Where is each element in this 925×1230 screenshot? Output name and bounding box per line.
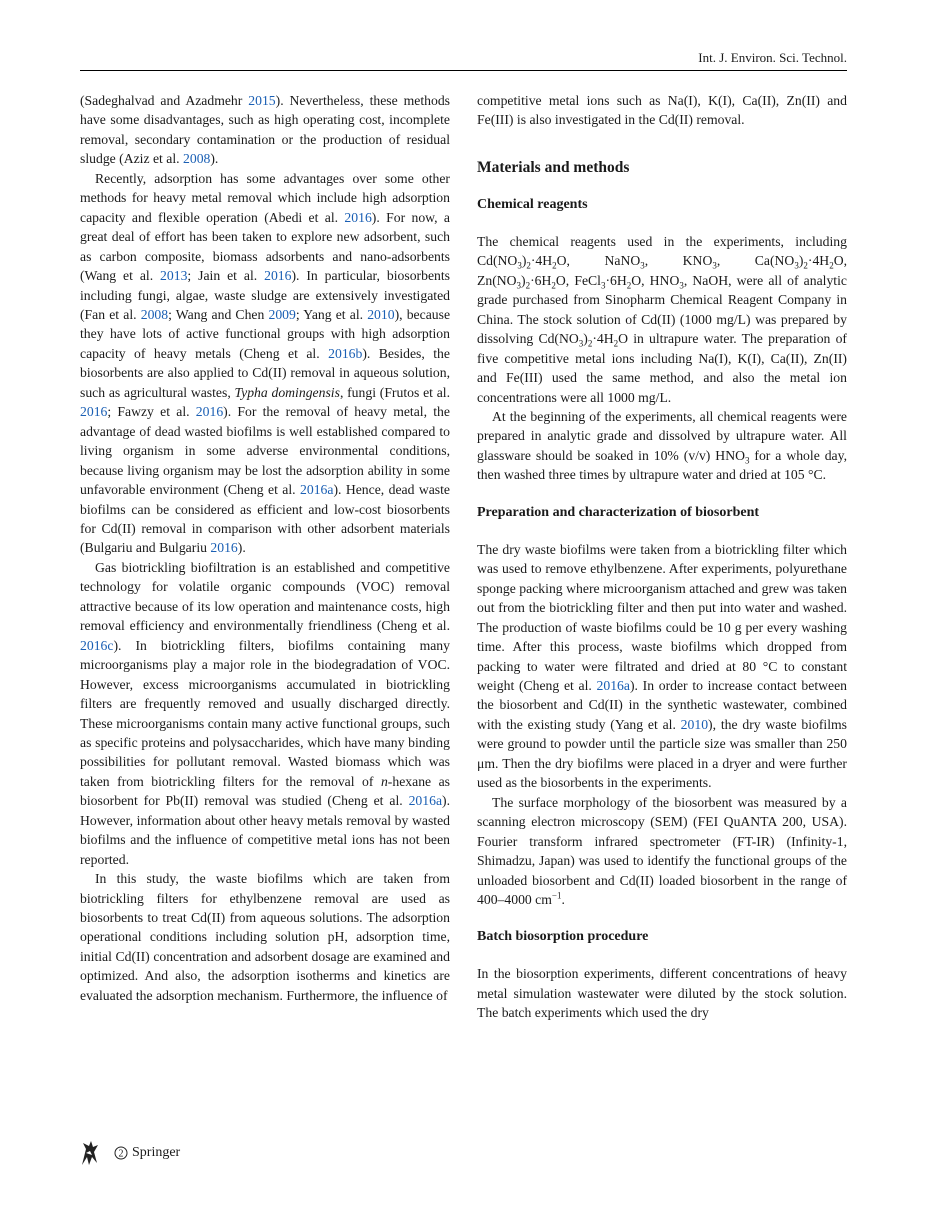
citation-link[interactable]: 2010: [367, 306, 395, 322]
subscript: 3: [600, 280, 606, 291]
paragraph: (Sadeghalvad and Azadmehr 2015). Nevertheless, these methods have some disadvantages, such as high operating cost, incomplete removal, secondary contamination or the production of residual sludge (Aziz et al. 2008).: [80, 93, 450, 167]
subsection-heading: Preparation and characterization of biosorbent: [477, 504, 760, 520]
subscript: 2: [829, 261, 834, 272]
italic-term: Typha domingensis: [234, 384, 340, 400]
subscript: 2: [525, 280, 531, 291]
paragraph: In the biosorption experiments, different concentrations of heavy metal simulation wastewater were diluted by the stock solution. The batch experiments which used the dry: [477, 966, 847, 1021]
citation-link[interactable]: 2016a: [596, 677, 630, 693]
subscript: 2: [526, 261, 531, 272]
subscript: 2: [552, 261, 557, 272]
subscript: 2: [587, 338, 593, 349]
citation-link[interactable]: 2016b: [328, 345, 363, 361]
subscript: 3: [712, 261, 717, 272]
publisher-name: Springer: [132, 1145, 181, 1160]
paragraph: Recently, adsorption has some advantages over some other methods for heavy metal removal which include high adsorption capacity and flexible operation (Abedi et al. 2016). For now, a great deal of effort has been taken to explore new adsorbent, such as carbon composite, biomass adsorbents and nano-adsorbents (Wang et al. 2013; Jain et al. 2016). In particular, biosorbents including fungi, algae, waste sludge are extensively investigated (Fan et al. 2008; Wang and Chen 2009; Yang et al. 2010), because they have lots of active functional groups with high adsorption capacity of heavy metals (Cheng et al. 2016b). Besides, the biosorbents are also applied to Cd(II) removal in aqueous solution, such as agricultural wastes, Typha domingensis, fungi (Frutos et al. 2016; Fawzy et al. 2016). For the removal of heavy metal, the advantage of dead wasted biofilms is well established compared to living organism in some adverse environmental conditions, because living organism may be lost the adsorption ability in some unfavorable environment (Cheng et al. 2016a). Hence, dead waste biofilms can be considered as efficient and low-cost biosorbents for Cd(II) removal in comparison with other adsorbent materials (Bulgariu and Bulgariu 2016).: [80, 170, 451, 556]
subscript: 3: [640, 261, 645, 272]
section-heading: Materials and methods: [477, 158, 630, 176]
citation-link[interactable]: 2015: [248, 93, 276, 108]
subscript: 2: [551, 280, 556, 291]
springer-brand: [114, 1145, 180, 1161]
subscript: 3: [679, 280, 684, 291]
paragraph: The dry waste biofilms were taken from a biotrickling filter which was used to remove ethylbenzene. After experiments, polyurethane sponge packing where microorganism attached and grew was taken out from the biotrickling filter and then put into water and washed. The production of waste biofilms could be 10 g per every washing time. After this process, waste biofilms which dropped from packing to water were filtrated and dried at 80 °C to constant weight (Cheng et al. 2016a). In order to increase contact between the biosorbent and Cd(II) in the synthetic wastewater, combined with the existing study (Yang et al. 2010), the dry waste biofilms were ground to powder until the particle size was smaller than 250 μm. Then the dry biofilms were placed in a dryer and were further used as the biosorbents in the experiments.: [477, 541, 847, 791]
superscript: −1: [551, 890, 562, 901]
subscript: 3: [794, 261, 799, 272]
subscript: 2: [626, 280, 632, 291]
citation-link[interactable]: 2016a: [300, 482, 334, 498]
left-column: [80, 91, 450, 1005]
running-header: [80, 50, 847, 71]
subscript: 3: [517, 261, 522, 272]
paragraph: The surface morphology of the biosorbent was measured by a scanning electron microscopy (SEM) (FEI QuANTA 200, USA). Fourier transform infrared spectrometer (FT-IR) (Infinity-1, Shimadzu, Japan) was used to identify the functional groups of the unloaded biosorbent and Cd(II) loaded biosorbent in the range of 400–4000 $cm^{-1}$.: [477, 794, 847, 907]
citation-link[interactable]: 2016c: [80, 637, 114, 653]
citation-link[interactable]: 2009: [268, 306, 296, 322]
subscript: 3: [744, 455, 750, 466]
subscript: 2: [613, 338, 619, 349]
subscript: 3: [578, 338, 584, 349]
subsection-heading: Chemical reagents: [477, 196, 588, 212]
citation-link[interactable]: 2016: [210, 540, 238, 556]
subscript: 3: [516, 280, 522, 291]
journal-name: Int. J. Environ. Sci. Technol.: [698, 50, 847, 65]
svg-text:2: 2: [118, 1148, 124, 1160]
paragraph: At the beginning of the experiments, all chemical reagents were prepared in analytic grade and dissolved by ultrapure water. All glassware should be soaked in 10% (v/v) $HNO_3$ for a whole day, then washed three times by ultrapure water and dried at 105 °C.: [477, 408, 847, 483]
citation-link[interactable]: 2016: [195, 404, 224, 420]
subsection-heading: Batch biosorption procedure: [477, 929, 649, 945]
citation-link[interactable]: 2016: [344, 209, 372, 225]
subscript: 2: [803, 261, 808, 272]
springer-horse-icon: [80, 1139, 100, 1167]
citation-link[interactable]: 2010: [680, 716, 709, 732]
citation-link[interactable]: 2008: [183, 151, 211, 167]
paragraph: Gas biotrickling biofiltration is an established and competitive technology for volatile organic compounds (VOC) removal attractive because of its low operation and maintenance costs, high removal efficiency and environmentally friendliness (Cheng et al. 2016c). In biotrickling filters, biofilms containing many microorganisms play a major role in the biodegradation of VOC. However, excess microorganisms accumulated in biotrickling filters are frequently removed and usually discharged directly. These microorganisms contain many active functional groups, such as specific proteins and polysaccharides, which have many binding possibilities for pollutant removal. Wasted biomass which was taken from biotrickling filters for the removal of n-hexane as biosorbent for Pb(II) removal was studied (Cheng et al. 2016a). However, information about other heavy metals removal by wasted biofilms and the influence of competitive metal ions has not been reported.: [80, 559, 451, 867]
citation-link[interactable]: 2016a: [408, 793, 443, 809]
citation-link[interactable]: 2013: [160, 268, 188, 284]
citation-link[interactable]: 2008: [140, 306, 169, 322]
paragraph: The chemical reagents used in the experiments, including $Cd(NO_3)_2\cdot 4H_2O$, NaNO$_3$, $KNO_3$, $Ca(NO_3)_2\cdot 4H_2O$, $Zn(NO_3)_2\cdot 6H_2O$, $FeCl_3\cdot 6H_2O$, $HNO_3$, NaOH, were all of analytic grade purchased from Sinopharm Chemical Reagent Company in China. The stock solution of Cd(II) (1000 mg/L) was prepared by dissolving $Cd(NO_3)_2\cdot 4H_2O$ in ultrapure water. The preparation of five competitive metal ions including Na(I), K(I), Ca(II), Zn(II) and Fe(III) used the same method, and also the metal ion concentrations were all 1000 mg/L.: [477, 233, 847, 405]
page-footer: [80, 1133, 180, 1173]
paragraph: In this study, the waste biofilms which are taken from biotrickling filters for ethylbenzene removal are used as biosorbents to treat Cd(II) from aqueous solutions. The adsorption operational conditions including solution pH, adsorption time, initial Cd(II) concentration and adsorbent dosage are examined and optimized. And also, the adsorption isotherms and kinetics are evaluated the adsorption mechanism. Furthermore, the influence of: [80, 871, 450, 1003]
paragraph: competitive metal ions such as Na(I), K(I), Ca(II), Zn(II) and Fe(III) is also investigated in the Cd(II) removal.: [477, 93, 847, 128]
right-column: [477, 91, 847, 1023]
citation-link[interactable]: 2016: [264, 268, 292, 284]
springer-logo-icon: [114, 1146, 128, 1160]
italic-term: n: [380, 773, 388, 789]
citation-link[interactable]: 2016: [80, 404, 108, 420]
